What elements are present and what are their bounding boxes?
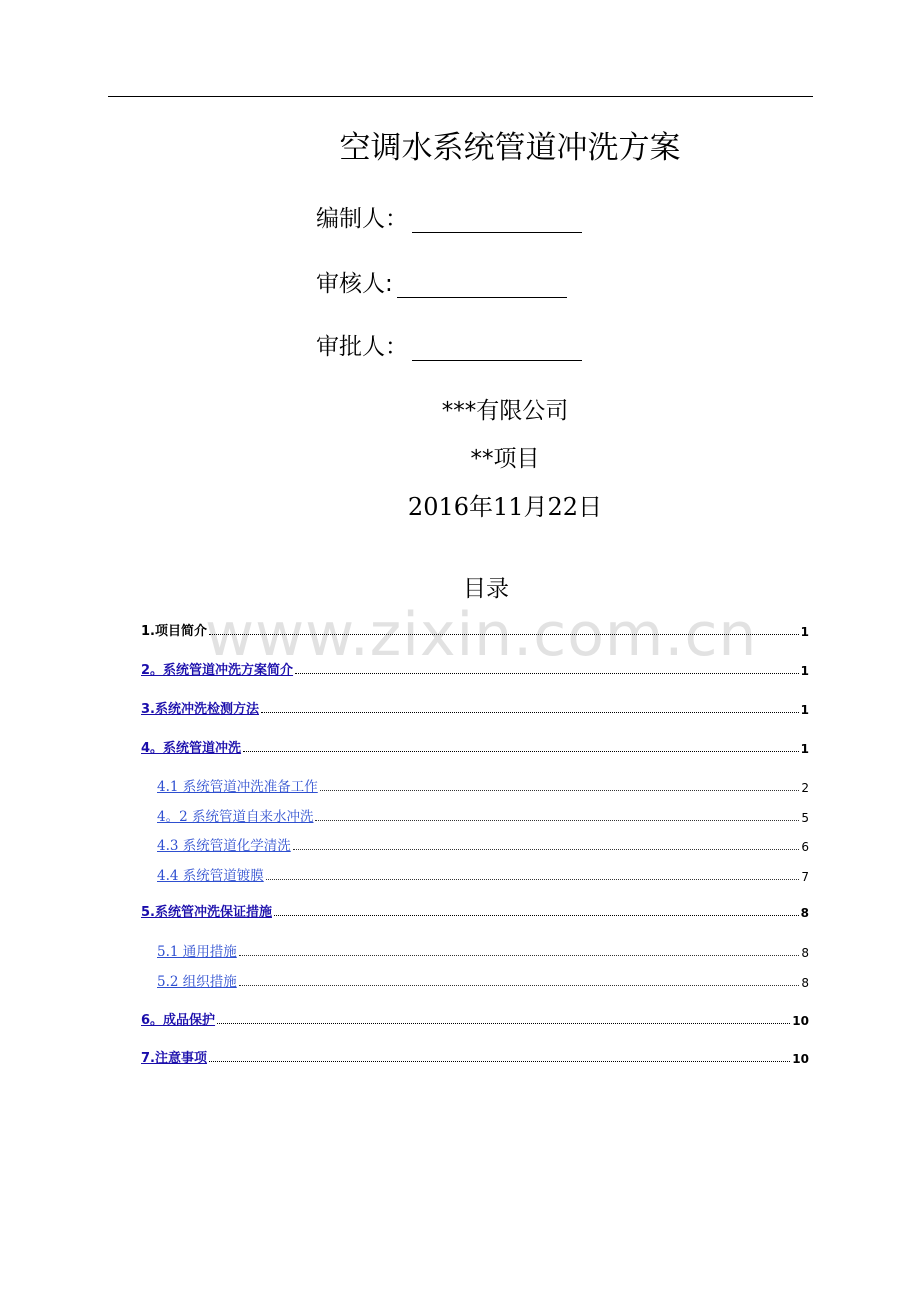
toc-leader-dots <box>243 750 799 752</box>
toc-entry-page: 1 <box>800 742 809 756</box>
toc-entry-label: 1.项目简介 <box>141 624 207 639</box>
header-rule <box>108 96 813 97</box>
toc-entry-label[interactable]: 2。系统管道冲洗方案简介 <box>141 663 294 678</box>
toc-entry[interactable] <box>157 834 809 854</box>
signature-row-author <box>316 200 582 233</box>
toc-entry[interactable] <box>141 659 809 678</box>
watermark: www.zixin.com.cn <box>205 600 758 670</box>
toc-entry-page: 2 <box>801 781 809 795</box>
toc-entry-label[interactable]: 6。成品保护 <box>141 1013 216 1028</box>
toc-entry-label[interactable]: 4.3 系统管道化学清洗 <box>157 838 291 854</box>
toc-entry-page: 5 <box>801 811 809 825</box>
toc-entry[interactable] <box>141 737 809 756</box>
toc-leader-dots <box>293 848 800 850</box>
toc-entry-page: 10 <box>792 1014 809 1028</box>
toc-leader-dots <box>295 672 799 674</box>
signature-blank <box>397 271 567 298</box>
toc-entry[interactable] <box>157 940 809 960</box>
toc-entry-label[interactable]: 3.系统冲洗检测方法 <box>141 702 259 717</box>
toc-entry-page: 8 <box>801 976 809 990</box>
toc-entry[interactable] <box>157 864 809 884</box>
toc-entry[interactable] <box>157 805 809 825</box>
signature-label: 审核人: <box>316 271 393 297</box>
company-name: ***有限公司 <box>441 398 569 424</box>
toc-leader-dots <box>315 819 799 821</box>
document-date: 2016年11月22日 <box>407 493 603 521</box>
signature-label: 编制人： <box>316 206 408 232</box>
toc-entry-page: 8 <box>800 906 809 920</box>
toc-entry-label[interactable]: 4。2 系统管道自来水冲洗 <box>157 809 314 825</box>
signature-blank <box>412 206 582 233</box>
toc-entry-page: 7 <box>801 870 809 884</box>
toc-entry-label[interactable]: 4.1 系统管道冲洗准备工作 <box>157 779 318 795</box>
toc-leader-dots <box>239 984 800 986</box>
toc-leader-dots <box>209 1060 790 1062</box>
toc-entry-label[interactable]: 4。系统管道冲洗 <box>141 741 242 756</box>
toc-entry-page: 1 <box>800 664 809 678</box>
toc-entry[interactable] <box>141 1009 809 1028</box>
toc-entry-label[interactable]: 5.1 通用措施 <box>157 944 237 960</box>
toc-title: 目录 <box>463 576 509 602</box>
toc-leader-dots <box>209 633 799 635</box>
signature-blank <box>412 334 582 361</box>
toc-entry-page: 1 <box>800 625 809 639</box>
toc-entry-page: 8 <box>801 946 809 960</box>
signature-label: 审批人： <box>316 334 408 360</box>
project-name: **项目 <box>470 446 540 472</box>
toc-entry-label[interactable]: 5.系统管冲洗保证措施 <box>141 905 272 920</box>
toc-leader-dots <box>261 711 799 713</box>
toc-leader-dots <box>266 878 800 880</box>
toc-leader-dots <box>274 914 799 916</box>
toc-entry[interactable] <box>141 1047 809 1066</box>
toc-entry-page: 10 <box>792 1052 809 1066</box>
toc-entry[interactable] <box>141 901 809 920</box>
toc-entry-label[interactable]: 5.2 组织措施 <box>157 974 237 990</box>
toc-leader-dots <box>239 954 800 956</box>
toc-entry[interactable] <box>141 698 809 717</box>
toc-entry-label[interactable]: 7.注意事项 <box>141 1051 207 1066</box>
toc-entry[interactable] <box>157 775 809 795</box>
toc-entry-label[interactable]: 4.4 系统管道镀膜 <box>157 868 264 884</box>
toc-entry-page: 1 <box>800 703 809 717</box>
toc-entry-page: 6 <box>801 840 809 854</box>
signature-row-reviewer <box>316 265 567 298</box>
toc-leader-dots <box>217 1022 790 1024</box>
toc-entry[interactable] <box>157 970 809 990</box>
toc-entry <box>141 620 809 639</box>
toc-leader-dots <box>320 789 800 791</box>
signature-row-approver <box>316 328 582 361</box>
document-title: 空调水系统管道冲洗方案 <box>339 130 681 166</box>
